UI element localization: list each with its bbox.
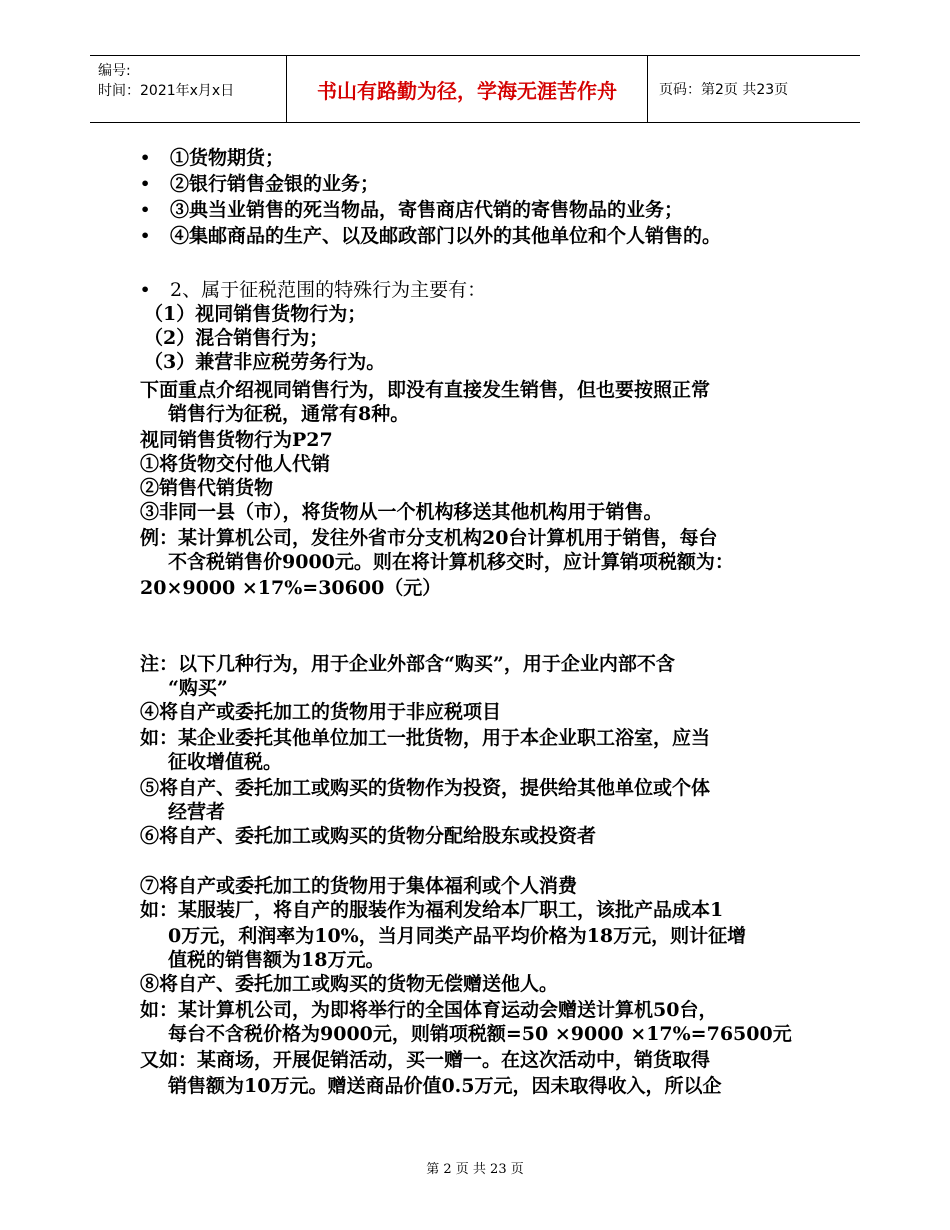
document-number-label: 编号: xyxy=(98,63,131,79)
body-line: ②销售代销货物 xyxy=(140,477,274,499)
body-line: （2）混合销售行为； xyxy=(144,327,329,349)
body-line: ⑦将自产或委托加工的货物用于集体福利或个人消费 xyxy=(140,875,578,897)
page-footer: 第 2 页 共 23 页 xyxy=(426,1162,524,1177)
bullet-item: ①货物期货； xyxy=(170,147,285,169)
bullet-dot: • xyxy=(140,200,151,219)
body-line: 如：某企业委托其他单位加工一批货物，用于本企业职工浴室，应当 xyxy=(140,727,711,749)
body-line: 销售行为征税，通常有8种。 xyxy=(168,403,410,425)
body-line: 20×9000 ×17%=30600（元） xyxy=(140,577,442,599)
bullet-dot: • xyxy=(140,280,151,299)
body-line: 如：某服装厂，将自产的服装作为福利发给本厂职工，该批产品成本1 xyxy=(140,899,724,921)
body-line: 征收增值税。 xyxy=(168,751,283,773)
document-time-label: 时间：2021年x月x日 xyxy=(98,83,235,99)
body-line: ⑧将自产、委托加工或购买的货物无偿赠送他人。 xyxy=(140,973,559,995)
header-page-info: 页码：第2页 共23页 xyxy=(659,82,789,98)
body-line: 下面重点介绍视同销售行为，即没有直接发生销售，但也要按照正常 xyxy=(140,379,711,401)
body-line: 每台不含税价格为9000元，则销项税额=50 ×9000 ×17%=76500元 xyxy=(168,1023,792,1045)
bullet-dot: • xyxy=(140,226,151,245)
body-line: 0万元，利润率为10%，当月同类产品平均价格为18万元，则计征增 xyxy=(168,925,747,947)
body-line: （3）兼营非应税劳务行为。 xyxy=(144,351,386,373)
bullet-item: 2、属于征税范围的特殊行为主要有： xyxy=(170,279,487,301)
body-line: 经营者 xyxy=(168,801,226,823)
body-line: 如：某计算机公司，为即将举行的全国体育运动会赠送计算机50台， xyxy=(140,999,718,1021)
body-line: “购买” xyxy=(168,677,228,699)
body-line: ①将货物交付他人代销 xyxy=(140,453,331,475)
body-line: 值税的销售额为18万元。 xyxy=(168,949,385,971)
body-line: 销售额为10万元。赠送商品价值0.5万元，因未取得收入，所以企 xyxy=(168,1075,722,1097)
bullet-dot: • xyxy=(140,174,151,193)
body-line: ③非同一县（市），将货物从一个机构移送其他机构用于销售。 xyxy=(140,501,663,523)
body-line: 例：某计算机公司，发往外省市分支机构20台计算机用于销售，每台 xyxy=(140,527,718,549)
bullet-item: ②银行销售金银的业务； xyxy=(170,173,380,195)
body-line: ④将自产或委托加工的货物用于非应税项目 xyxy=(140,701,502,723)
body-line: 不含税销售价9000元。则在将计算机移交时，应计算销项税额为： xyxy=(168,551,734,573)
body-line: 视同销售货物行为P27 xyxy=(140,429,333,451)
body-line: 又如：某商场，开展促销活动，买一赠一。在这次活动中，销货取得 xyxy=(140,1049,711,1071)
bullet-item: ④集邮商品的生产、以及邮政部门以外的其他单位和个人销售的。 xyxy=(170,225,722,247)
body-line: （1）视同销售货物行为； xyxy=(144,303,367,325)
header-motto: 书山有路勤为径，学海无涯苦作舟 xyxy=(286,56,648,122)
body-line: ⑤将自产、委托加工或购买的货物作为投资，提供给其他单位或个体 xyxy=(140,777,711,799)
bullet-dot: • xyxy=(140,148,151,167)
bullet-item: ③典当业销售的死当物品，寄售商店代销的寄售物品的业务； xyxy=(170,199,684,221)
body-line: 注：以下几种行为，用于企业外部含“购买”，用于企业内部不含 xyxy=(140,653,675,675)
body-line: ⑥将自产、委托加工或购买的货物分配给股东或投资者 xyxy=(140,825,597,847)
